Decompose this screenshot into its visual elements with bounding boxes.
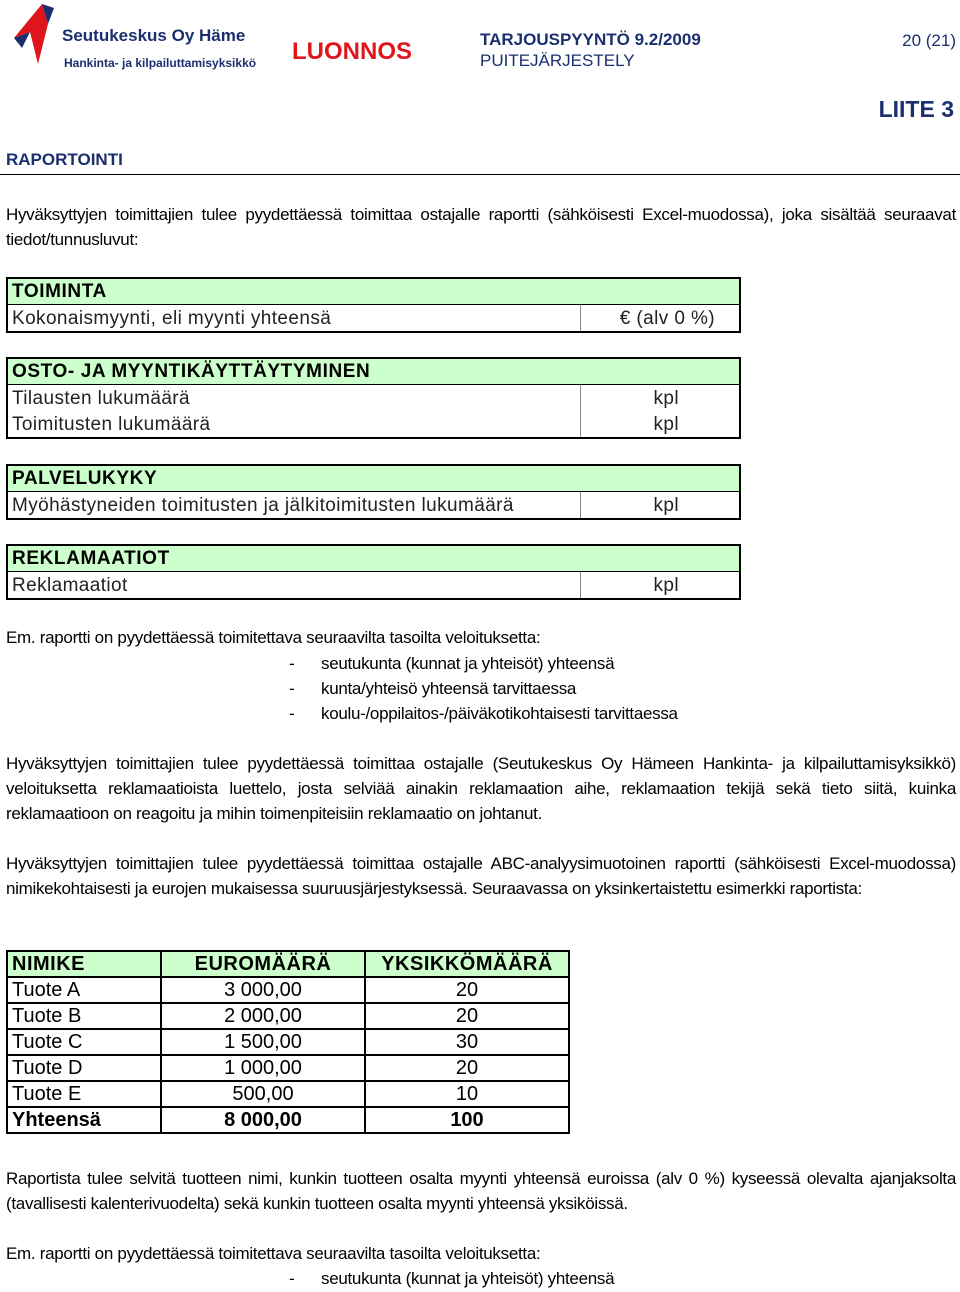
- dash-marker: -: [289, 1269, 295, 1288]
- levels-intro: Em. raportti on pyydettäessä toimitettava seuraavilta tasoilta veloituksetta:: [6, 628, 541, 647]
- row-unit: kpl: [653, 388, 679, 409]
- document-title: TARJOUSPYYNTÖ 9.2/2009: [480, 30, 701, 49]
- table-cell: 20: [365, 1003, 569, 1029]
- organization-name: Seutukeskus Oy Häme: [62, 26, 246, 45]
- box-reklamaatiot: [6, 544, 741, 600]
- total-cell: Yhteensä: [7, 1107, 161, 1133]
- abc-table: [6, 950, 570, 1134]
- table-cell: 1 000,00: [161, 1055, 365, 1081]
- box-row: [8, 492, 739, 518]
- section-divider: [0, 174, 960, 175]
- reclamations-paragraph: Hyväksyttyjen toimittajien tulee pyydettäessä toimittaa ostajalle (Seutukeskus Oy Hämeen Hankinta- ja kilpailuttamisyksikkö) veloituksetta reklamaatioista luettelo, josta selviää ainakin reklamaation aihe, reklamaation tekijä sekä tieto siitä, kuinka reklamaatioon on reagoitu ja mihin toimenpiteisiin reklamaatio on johtanut.: [6, 754, 956, 823]
- table-cell: 10: [365, 1081, 569, 1107]
- table-cell: 3 000,00: [161, 977, 365, 1003]
- organization-logo-icon: [12, 2, 62, 64]
- levels-intro-2: Em. raportti on pyydettäessä toimitettava seuraavilta tasoilta veloituksetta:: [6, 1244, 541, 1263]
- table-cell: Tuote A: [7, 977, 161, 1003]
- abc-paragraph: Hyväksyttyjen toimittajien tulee pyydettäessä toimittaa ostajalle ABC-analyysimuotoinen raportti (sähköisesti Excel-muodossa) nimikekohtaisesti ja eurojen mukaisessa suuruusjärjestyksessä. Seuraavassa on yksinkertaistettu esimerkki raportista:: [6, 854, 956, 898]
- level-text: koulu-/oppilaitos-/päiväkotikohtaisesti tarvittaessa: [321, 704, 678, 723]
- row-unit: kpl: [653, 414, 679, 435]
- box-osto-myynti: [6, 357, 741, 439]
- table-total-row: [7, 1107, 569, 1133]
- row-label: Myöhästyneiden toimitusten ja jälkitoimitusten lukumäärä: [12, 495, 514, 516]
- dash-marker: -: [289, 679, 295, 698]
- header-cell: NIMIKE: [7, 951, 161, 977]
- document-subtitle: PUITEJÄRJESTELY: [480, 51, 635, 70]
- table-cell: 20: [365, 1055, 569, 1081]
- box-toiminta: [6, 277, 741, 333]
- row-unit: kpl: [653, 575, 679, 596]
- table-row: [7, 1003, 569, 1029]
- table-row: [7, 1081, 569, 1107]
- box-title: REKLAMAATIOT: [8, 546, 739, 572]
- table-cell: Tuote D: [7, 1055, 161, 1081]
- draft-label: LUONNOS: [292, 38, 412, 65]
- level-text: seutukunta (kunnat ja yhteisöt) yhteensä: [321, 654, 615, 673]
- intro-paragraph: Hyväksyttyjen toimittajien tulee pyydettäessä toimittaa ostajalle raportti (sähköisesti Excel-muodossa), joka sisältää seuraavat tiedot/tunnusluvut:: [6, 205, 956, 249]
- table-cell: 20: [365, 977, 569, 1003]
- box-palvelukyky: [6, 464, 741, 520]
- box-title: TOIMINTA: [8, 279, 739, 305]
- table-row: [7, 1029, 569, 1055]
- appendix-label: LIITE 3: [878, 96, 954, 122]
- table-cell: 2 000,00: [161, 1003, 365, 1029]
- table-cell: 1 500,00: [161, 1029, 365, 1055]
- page-number: 20 (21): [902, 31, 956, 50]
- box-row: [8, 385, 739, 411]
- header-cell: EUROMÄÄRÄ: [161, 951, 365, 977]
- total-cell: 100: [365, 1107, 569, 1133]
- table-cell: Tuote C: [7, 1029, 161, 1055]
- table-cell: Tuote B: [7, 1003, 161, 1029]
- table-header-row: [7, 951, 569, 977]
- row-label: Kokonaismyynti, eli myynti yhteensä: [12, 308, 332, 329]
- table-cell: Tuote E: [7, 1081, 161, 1107]
- after-table-paragraph: Raportista tulee selvitä tuotteen nimi, kunkin tuotteen osalta myynti yhteensä euroissa (alv 0 %) kyseessä olevalta ajanjaksolta (tavallisesti kalenterivuodelta) sekä kunkin tuotteen osalta myynti yhteensä yksiköissä.: [6, 1169, 956, 1213]
- level-text: seutukunta (kunnat ja yhteisöt) yhteensä: [321, 1269, 615, 1288]
- row-label: Reklamaatiot: [12, 575, 128, 596]
- row-unit: € (alv 0 %): [619, 308, 715, 329]
- table-row: [7, 1055, 569, 1081]
- box-row: [8, 411, 739, 437]
- row-unit: kpl: [653, 495, 679, 516]
- table-cell: 30: [365, 1029, 569, 1055]
- table-cell: 500,00: [161, 1081, 365, 1107]
- box-title: OSTO- JA MYYNTIKÄYTTÄYTYMINEN: [8, 359, 739, 385]
- dash-marker: -: [289, 654, 295, 673]
- header-cell: YKSIKKÖMÄÄRÄ: [365, 951, 569, 977]
- total-cell: 8 000,00: [161, 1107, 365, 1133]
- table-row: [7, 977, 569, 1003]
- box-title: PALVELUKYKY: [8, 466, 739, 492]
- box-row: [8, 305, 739, 331]
- row-label: Tilausten lukumäärä: [12, 388, 190, 409]
- level-text: kunta/yhteisö yhteensä tarvittaessa: [321, 679, 577, 698]
- organization-unit: Hankinta- ja kilpailuttamisyksikkö: [64, 56, 257, 70]
- box-row: [8, 572, 739, 598]
- row-label: Toimitusten lukumäärä: [12, 414, 211, 435]
- dash-marker: -: [289, 704, 295, 723]
- section-title: RAPORTOINTI: [6, 150, 123, 169]
